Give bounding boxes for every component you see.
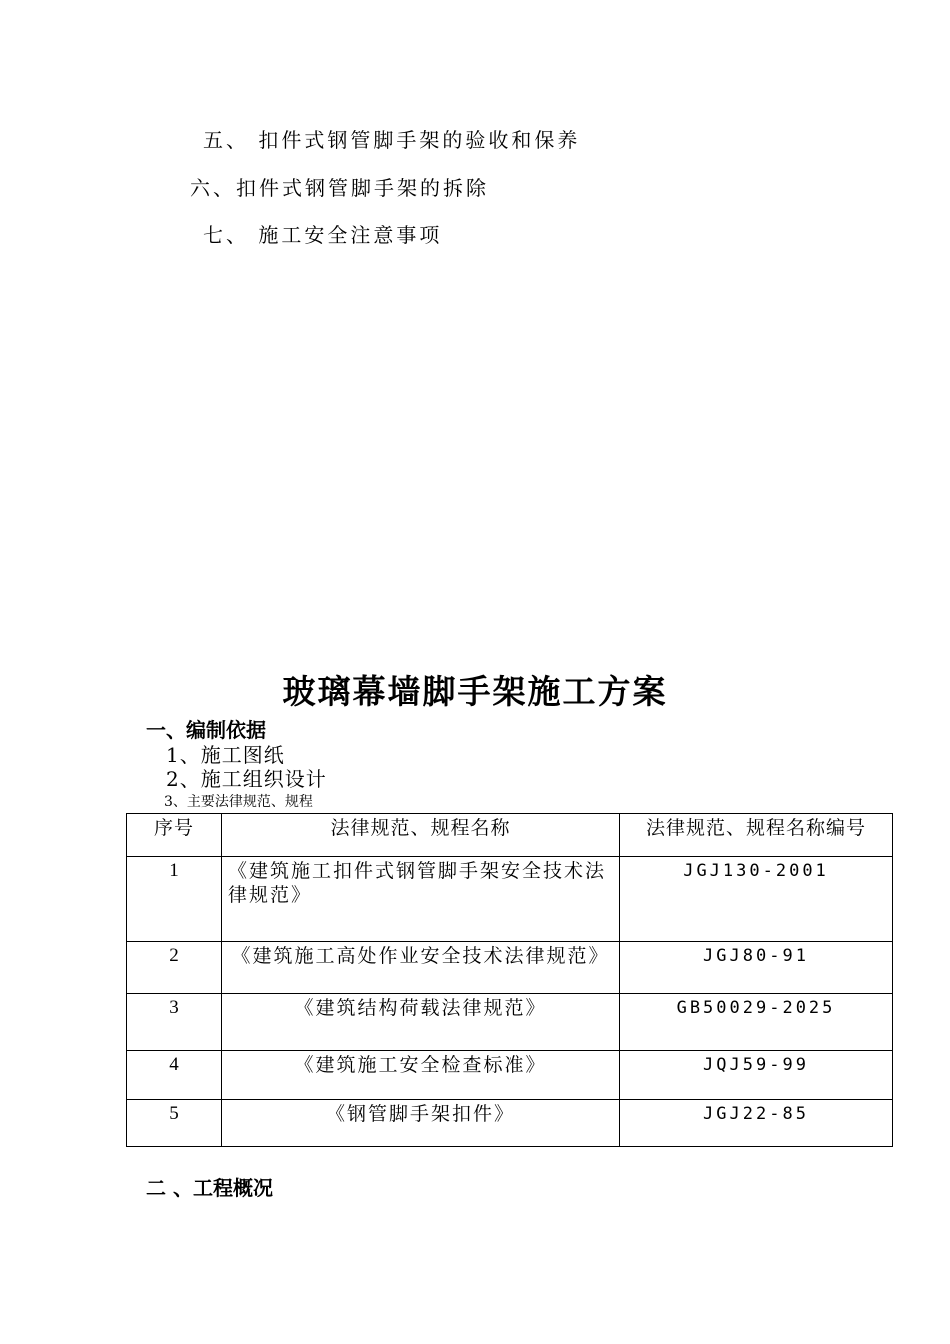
basis-item: 3、主要法律规范、规程 <box>164 794 313 810</box>
table-row <box>127 1051 893 1100</box>
table-row <box>127 994 893 1051</box>
row-standard-code: JGJ80-91 <box>620 942 893 994</box>
basis-item: 1、施工图纸 <box>166 743 285 767</box>
basis-item: 2、施工组织设计 <box>166 767 327 791</box>
section-heading-overview: 二 、工程概况 <box>146 1176 273 1200</box>
toc-item-7: 七、 施工安全注意事项 <box>203 223 443 247</box>
row-standard-name: 《建筑结构荷载法律规范》 <box>222 994 620 1051</box>
row-standard-name: 《建筑施工扣件式钢管脚手架安全技术法律规范》 <box>222 857 620 942</box>
column-header-code: 法律规范、规程名称编号 <box>620 814 893 857</box>
row-standard-code: JGJ22-85 <box>620 1100 893 1147</box>
column-header-index: 序号 <box>127 814 222 857</box>
row-standard-name: 《建筑施工高处作业安全技术法律规范》 <box>222 942 620 994</box>
table-row <box>127 857 893 942</box>
section-heading-basis: 一、编制依据 <box>146 718 266 742</box>
column-header-name: 法律规范、规程名称 <box>222 814 620 857</box>
table-header-row <box>127 814 893 857</box>
toc-item-5: 五、 扣件式钢管脚手架的验收和保养 <box>203 128 581 152</box>
row-standard-name: 《钢管脚手架扣件》 <box>222 1100 620 1147</box>
table-row <box>127 942 893 994</box>
row-index: 4 <box>127 1051 222 1100</box>
table-row <box>127 1100 893 1147</box>
row-standard-code: JGJ130-2001 <box>620 857 893 942</box>
standards-table <box>126 813 893 1147</box>
row-index: 1 <box>127 857 222 942</box>
row-index: 3 <box>127 994 222 1051</box>
row-standard-name: 《建筑施工安全检查标准》 <box>222 1051 620 1100</box>
row-index: 2 <box>127 942 222 994</box>
toc-item-6: 六、扣件式钢管脚手架的拆除 <box>190 176 489 200</box>
document-title: 玻璃幕墙脚手架施工方案 <box>282 672 668 711</box>
row-standard-code: GB50029-2025 <box>620 994 893 1051</box>
row-index: 5 <box>127 1100 222 1147</box>
row-standard-code: JQJ59-99 <box>620 1051 893 1100</box>
